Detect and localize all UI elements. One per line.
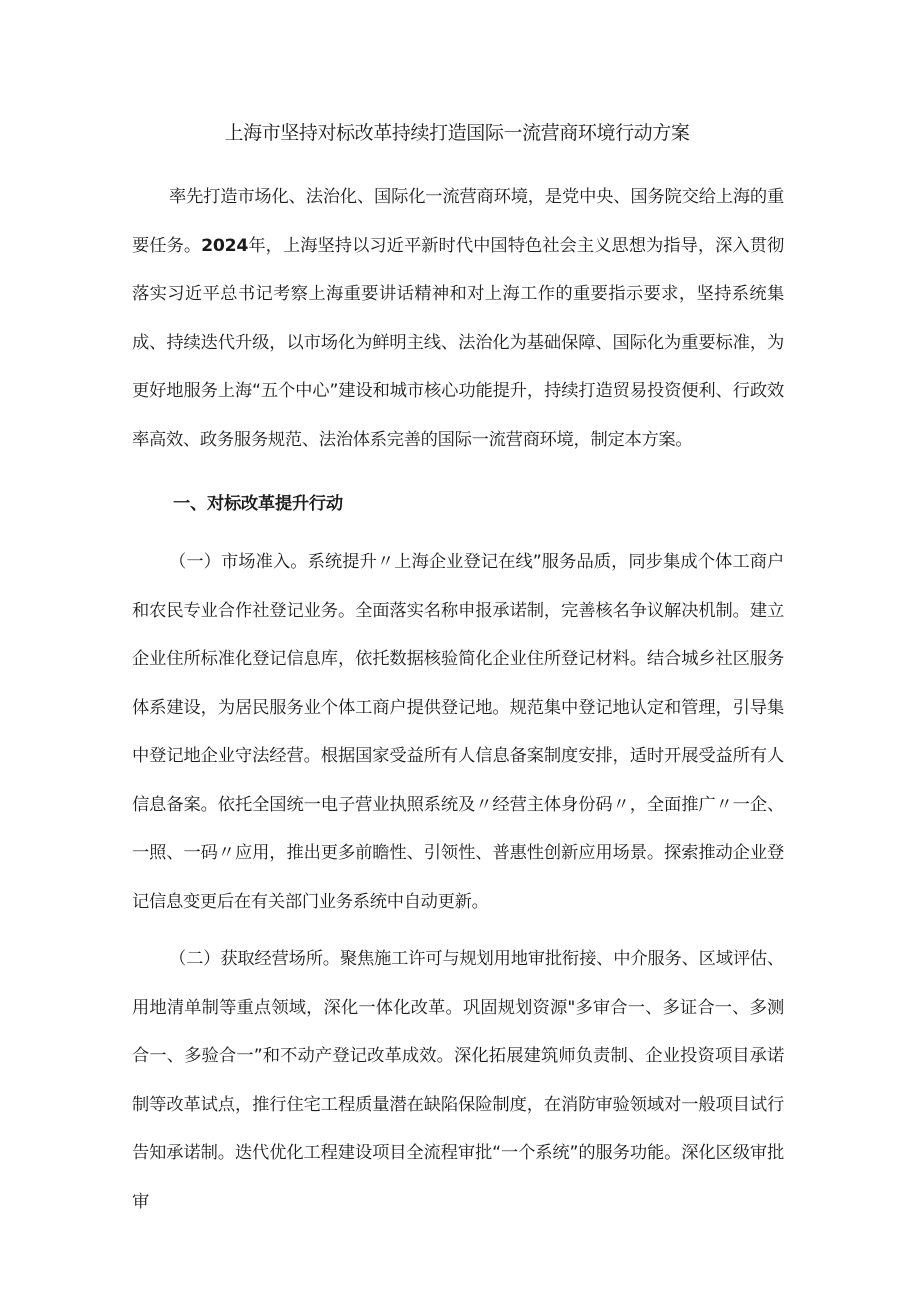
paragraph-market-access: （一）市场准入。系统提升〃上海企业登记在线”服务品质，同步集成个体工商户和农民专业合作社登记业务。全面落实名称申报承诺制，完善核名争议解决机制。建立企业住所标准化登记信息库，依托数据核验简化企业住所登记材料。结合城乡社区服务体系建设，为居民服务业个体工商户提供登记地。规范集中登记地认定和管理，引导集中登记地企业守法经营。根据国家受益所有人信息备案制度安排，适时开展受益所有人信息备案。依托全国统一电子营业执照系统及〃经营主体身份码〃，全面推广〃一企、一照、一码〃应用，推出更多前瞻性、引领性、普惠性创新应用场景。探索推动企业登记信息变更后在有关部门业务系统中自动更新。 [132,552,784,912]
section-heading: 一、对标改革提升行动 [173,494,343,514]
intro-paragraph [132,173,784,464]
document-title: 上海市坚持对标改革持续打造国际一流营商环境行动方案 [224,122,690,144]
intro-text-part-1: 率先打造市场化、法治化、国际化一流营商环境，是党中央、国务院交给上海的重要任务。 [132,187,784,256]
intro-text-part-2: 年，上海坚持以习近平新时代中国特色社会主义思想为指导，深入贯彻落实习近平总书记考察上海重要讲话精神和对上海工作的重要指示要求，坚持系统集成、持续迭代升级，以市场化为鲜明主线、法治化为基础保障、国际化为重要标准，为更好地服务上海“五个中心”建设和城市核心功能提升，持续打造贸易投资便利、行政效率高效、政务服务规范、法治体系完善的国际一流营商环境，制定本方案。 [132,235,784,450]
paragraph-business-premises: （二）获取经营场所。聚焦施工许可与规划用地审批衔接、中介服务、区域评估、用地清单制等重点领域，深化一体化改革。巩固规划资源"多审合一、多证合一、多测合一、多验合一”和不动产登记改革成效。深化拓展建筑师负责制、企业投资项目承诺制等改革试点，推行住宅工程质量潜在缺陷保险制度，在消防审验领域对一般项目试行告知承诺制。迭代优化工程建设项目全流程审批“一个系统”的服务功能。深化区级审批审 [132,949,784,1212]
intro-year: 2024 [201,235,249,256]
